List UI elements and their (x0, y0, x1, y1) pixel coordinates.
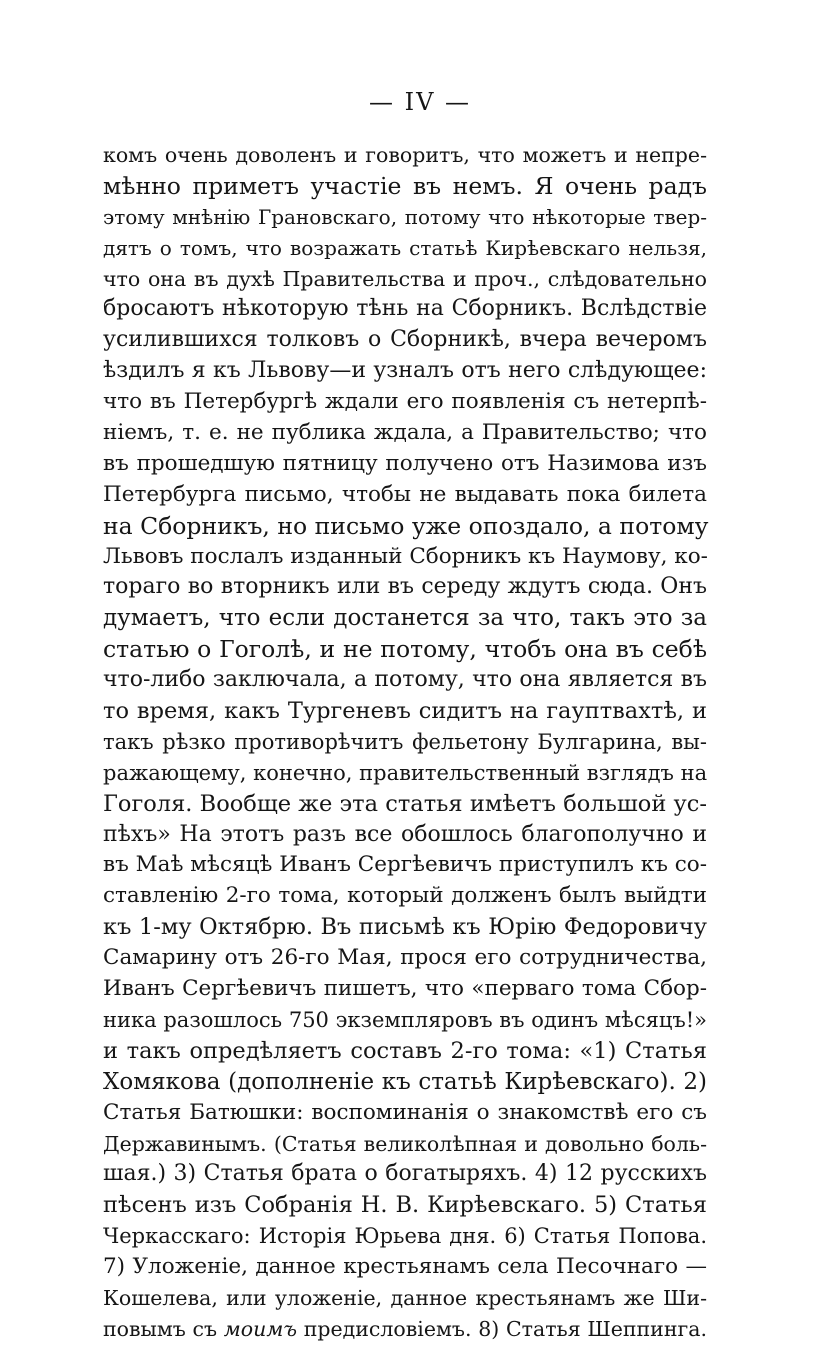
text-line: Черкасскаго: Исторія Юрьева дня. 6) Статья Попова. (103, 1224, 707, 1249)
text-line: и такъ опредѣляетъ составъ 2-го тома: «1) Статья (103, 1037, 707, 1064)
body-text (103, 140, 707, 1345)
page-number: — IV — (368, 88, 472, 116)
text-line: ѣздилъ я къ Львову—и узналъ отъ него слѣдующее: (103, 358, 707, 384)
text-line: пѣхъ» На этотъ разъ все обошлось благополучно и (103, 821, 707, 847)
text-line: мѣнно приметъ участіе въ немъ. Я очень радъ (103, 171, 707, 200)
text-line: что въ Петербургѣ ждали его появленія съ нетерпѣ- (103, 389, 707, 415)
text-line: Иванъ Сергѣевичъ пишетъ, что «перваго тома Сбор- (103, 976, 707, 1002)
text-line: Державинымъ. (Статья великолѣпная и довольно боль- (103, 1131, 707, 1156)
text-line: статью о Гоголѣ, и не потому, чтобъ она въ себѣ (103, 635, 707, 664)
text-line: ставленію 2-го тома, который долженъ былъ выйдти (103, 883, 707, 909)
text-line: Кошелева, или уложеніе, данное крестьянамъ же Ши- (103, 1285, 707, 1310)
text-line: въ Маѣ мѣсяцѣ Иванъ Сергѣевичъ приступилъ къ со- (103, 852, 707, 878)
text-line: къ 1-му Октябрю. Въ письмѣ къ Юрію Федоровичу (103, 914, 707, 941)
text-line: Петербурга письмо, чтобы не выдавать пока билета (103, 481, 707, 507)
text-line: въ прошедшую пятницу получено отъ Назимова изъ (103, 450, 707, 476)
text-line: ника разошлось 750 экземпляровъ въ одинъ мѣсяцъ!» (103, 1007, 707, 1032)
text-line: Гоголя. Вообще же эта статья имѣетъ большой ус- (103, 790, 707, 817)
text-line: на Сборникъ, но письмо уже опоздало, а потому (103, 511, 709, 540)
text-line: этому мнѣнію Грановскаго, потому что нѣкоторые твер- (103, 204, 707, 229)
text-line: Статья Батюшки: воспоминанія о знакомствѣ его съ (103, 1099, 707, 1125)
text-line: Львовъ послалъ изданный Сборникъ къ Наумову, ко- (103, 543, 708, 569)
text-line: что-либо заключала, а потому, что она является въ (103, 667, 707, 693)
text-line: усилившихся толковъ о Сборникѣ, вчера вечеромъ (103, 327, 707, 353)
text-line: шая.) 3) Статья брата о богатыряхъ. 4) 12 русскихъ (103, 1161, 707, 1187)
text-line: ніемъ, т. е. не публика ждала, а Правительство; что (103, 420, 707, 446)
text-line: что она въ духѣ Правительства и проч., слѣдовательно (103, 266, 707, 291)
text-fragment: предисловіемъ. 8) Статья Шеппинга. (297, 1316, 707, 1341)
text-line: то время, какъ Тургеневъ сидитъ на гауптвахтѣ, и (103, 698, 707, 725)
text-line: 7) Уложеніе, данное крестьянамъ села Песочнаго — (103, 1254, 707, 1280)
text-line: Хомякова (дополненіе къ статьѣ Кирѣевскаго). 2) (103, 1068, 707, 1095)
text-line: бросаютъ нѣкоторую тѣнь на Сборникъ. Вслѣдствіе (103, 296, 707, 322)
text-line: Самарину отъ 26-го Мая, прося его сотрудничества, (103, 945, 707, 971)
text-line: комъ очень доволенъ и говоритъ, что можетъ и непре- (103, 143, 707, 167)
text-line-last (103, 1314, 707, 1345)
text-line: пѣсенъ изъ Собранія Н. В. Кирѣевскаго. 5) Статья (103, 1192, 707, 1219)
italic-word: моимъ (223, 1316, 297, 1341)
text-line: ражающему, конечно, правительственный взглядъ на (103, 760, 708, 785)
text-line: дятъ о томъ, что возражать статьѣ Кирѣевскаго нельзя, (103, 235, 707, 260)
text-line: думаетъ, что если достанется за что, такъ это за (103, 605, 707, 632)
text-line: тораго во вторникъ или въ середу ждутъ сюда. Онъ (103, 574, 707, 600)
text-line: такъ рѣзко противорѣчитъ фельетону Булгарина, вы- (103, 729, 707, 754)
text-fragment: повымъ съ (103, 1316, 224, 1341)
